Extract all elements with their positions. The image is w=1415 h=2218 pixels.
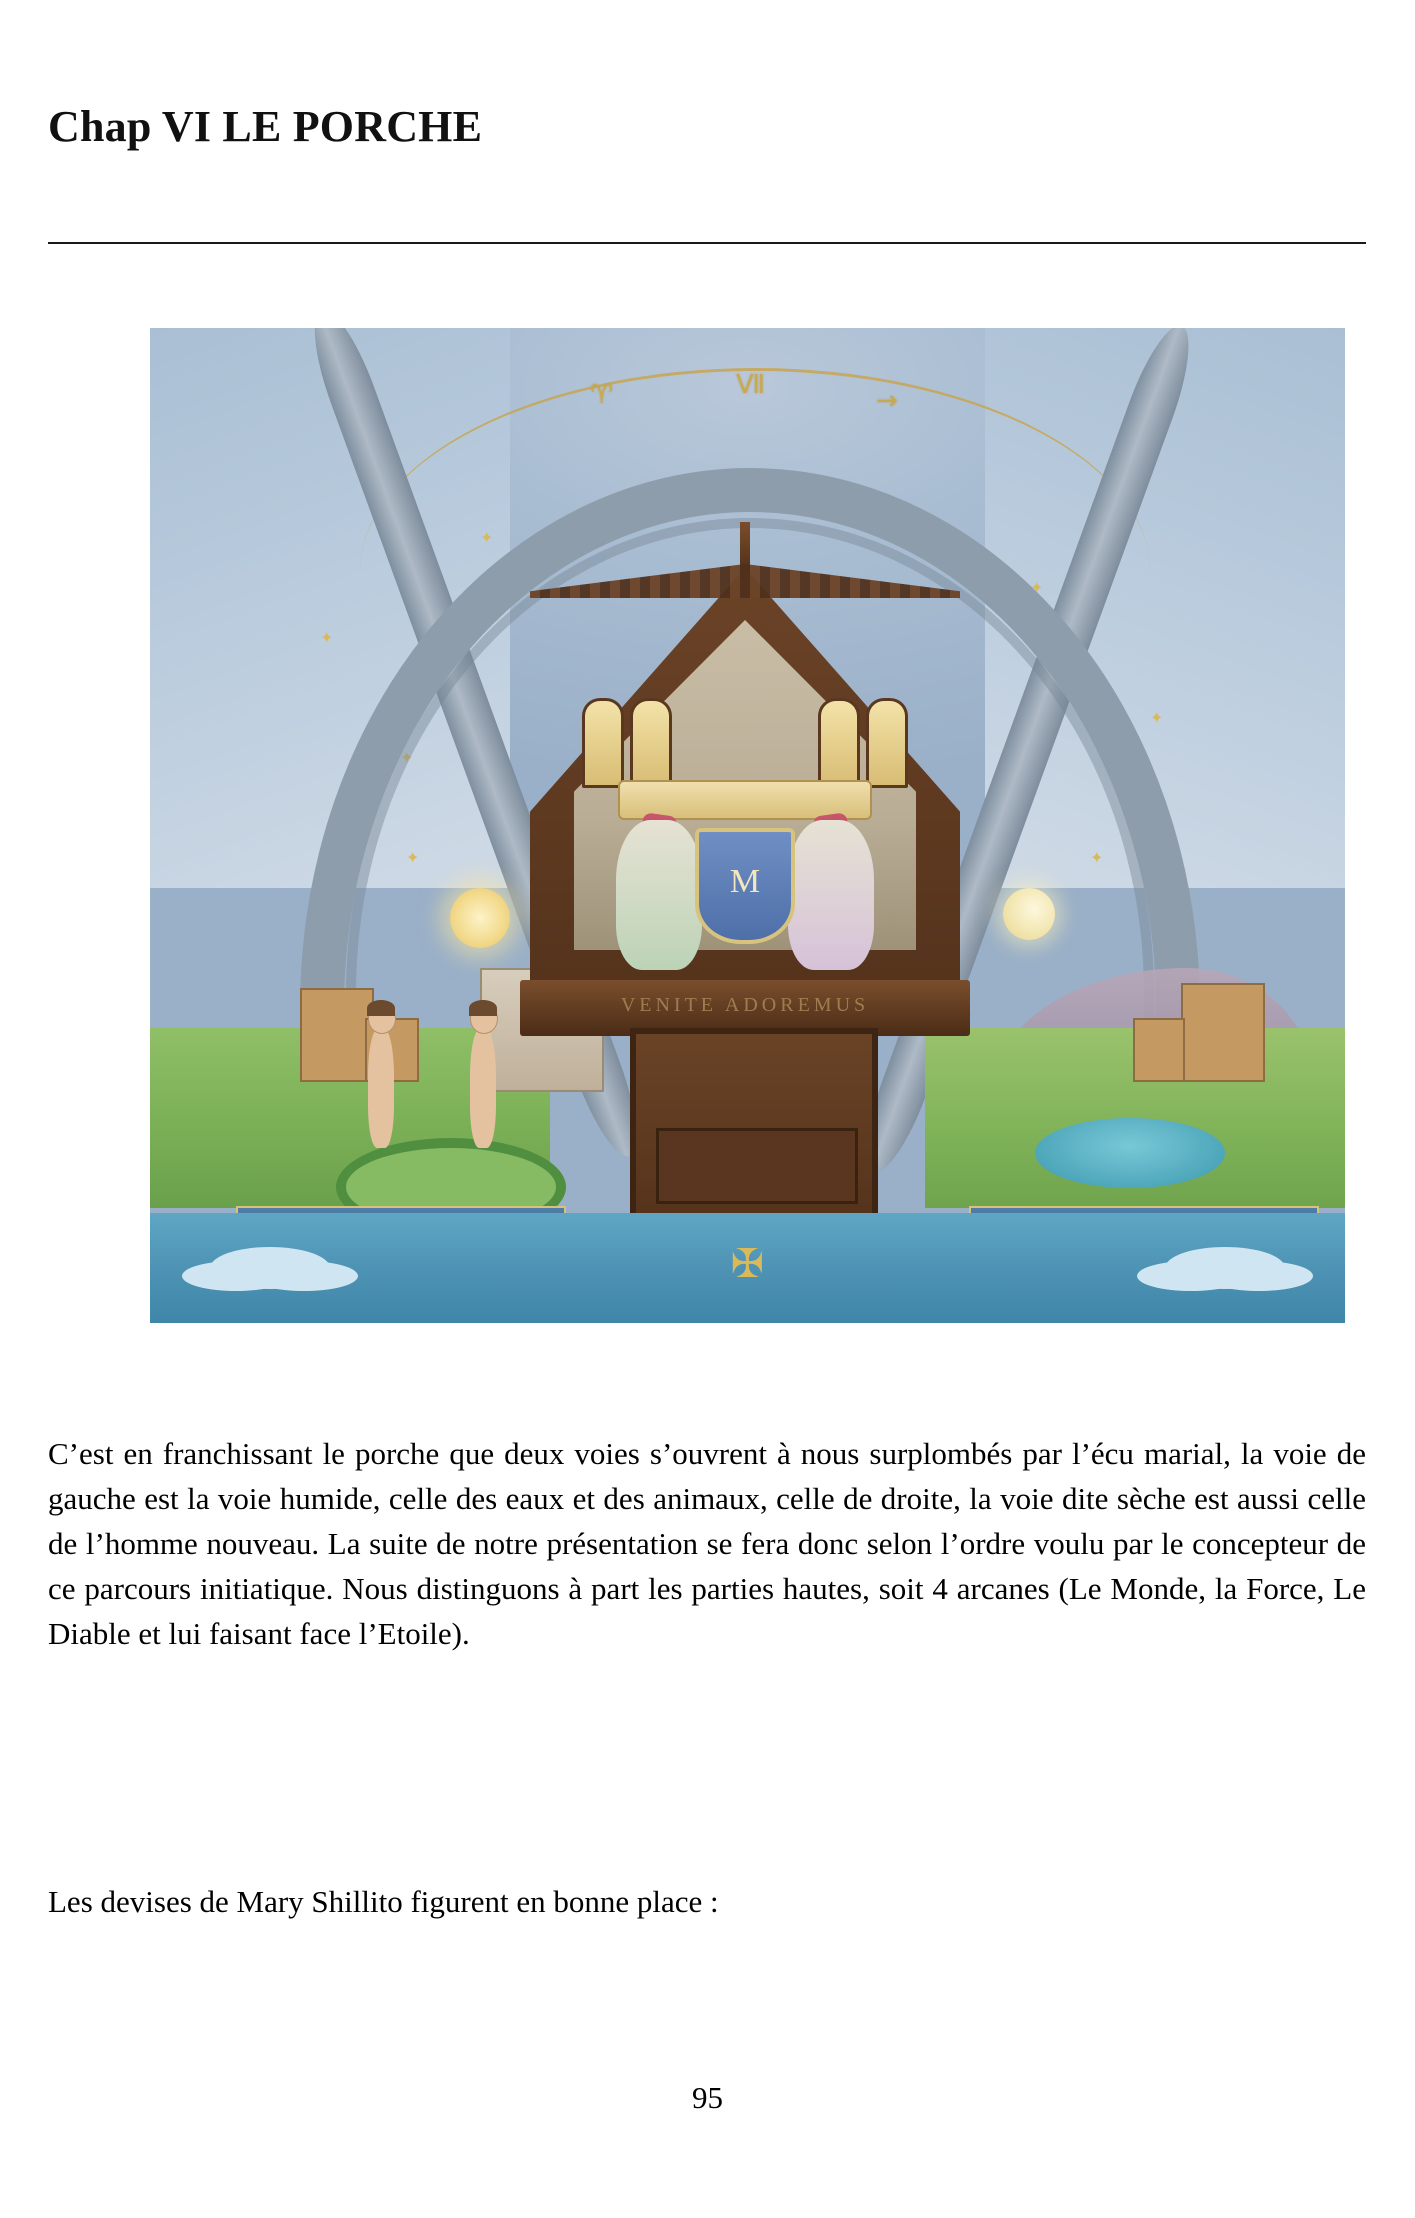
eve-hair — [469, 1000, 497, 1016]
castle-tower — [1133, 1018, 1185, 1082]
adam-figure — [368, 1028, 394, 1148]
zodiac-glyph-icon: ♈ — [590, 380, 614, 410]
star-icon: ✦ — [320, 628, 334, 647]
cross-icon: ✠ — [730, 1241, 765, 1287]
zodiac-glyph-icon: → — [876, 386, 898, 416]
sun-icon — [450, 888, 510, 948]
lancet-window — [818, 698, 860, 788]
wooden-canopy — [530, 528, 960, 1088]
star-icon: ✦ — [406, 848, 420, 867]
door-panel — [656, 1128, 858, 1204]
adam-hair — [367, 1000, 395, 1016]
star-icon: ✦ — [1090, 848, 1104, 867]
bottom-mosaic-strip — [150, 1213, 1345, 1323]
angel-figure-right — [788, 820, 874, 970]
angel-figure-left — [616, 820, 702, 970]
lintel-inscription: VENITE ADOREMUS — [620, 994, 870, 1016]
moon-icon — [1003, 888, 1055, 940]
porch-figure — [150, 328, 1345, 1323]
lancet-window — [582, 698, 624, 788]
page-title: Chap VI LE PORCHE — [48, 102, 483, 152]
castle-tower — [300, 988, 374, 1082]
star-icon: ✦ — [1030, 578, 1044, 597]
castle-tower — [1181, 983, 1265, 1082]
marial-shield: M — [695, 828, 795, 944]
page-number: 95 — [692, 2080, 723, 2115]
eve-figure — [470, 1028, 496, 1148]
canopy-crockets — [530, 564, 960, 598]
lancet-window — [630, 698, 672, 788]
body-paragraph-2: Les devises de Mary Shillito figurent en bonne place : — [48, 1884, 719, 1919]
water-pond — [1035, 1118, 1225, 1188]
porch-photograph — [150, 328, 1345, 1323]
cloud-shape — [210, 1247, 330, 1289]
header-divider — [48, 242, 1366, 244]
star-icon: ✦ — [480, 528, 494, 547]
lancet-window — [866, 698, 908, 788]
star-icon: ✦ — [400, 748, 414, 767]
cloud-shape — [1165, 1247, 1285, 1289]
star-icon: ✦ — [1150, 708, 1164, 727]
zodiac-glyph-icon: Ⅶ — [736, 370, 766, 400]
body-paragraph-1: C’est en franchissant le porche que deux voies s’ouvrent à nous surplombés par l’écu marial, la voie de gauche est la voie humide, celle des eaux et des animaux, celle de droite, la voie dite sèche est aussi celle de l’homme nouveau. La suite de notre présentation se fera donc selon l’ordre voulu par le concepteur de ce parcours initiatique. Nous distinguons à part les parties hautes, soit 4 arcanes (Le Monde, la Force, Le Diable et lui faisant face l’Etoile). — [48, 1436, 1366, 1651]
